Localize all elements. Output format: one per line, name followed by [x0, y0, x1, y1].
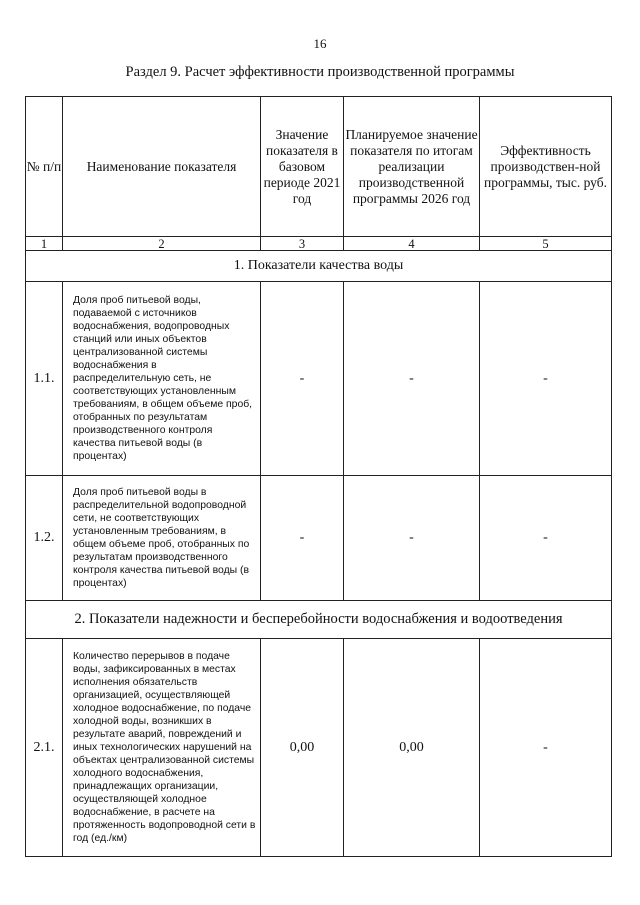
- base-value: -: [261, 282, 344, 476]
- planned-value: -: [344, 282, 480, 476]
- efficiency-value: -: [480, 639, 612, 857]
- planned-value: -: [344, 476, 480, 601]
- header-efficiency: Эффективность производствен-ной программы, тыс. руб.: [480, 97, 612, 237]
- section-heading: 1. Показатели качества воды: [26, 251, 612, 282]
- planned-value: 0,00: [344, 639, 480, 857]
- header-planned-value: Планируемое значение показателя по итогам реализации производственной программы 2026 год: [344, 97, 480, 237]
- efficiency-value: -: [480, 476, 612, 601]
- efficiency-table: [25, 96, 612, 857]
- indicator-name: Количество перерывов в подаче воды, зафиксированных в местах исполнения обязательств организацией, осуществляющей холодное водоснабжение, по подаче холодной воды, возникших в результате аварий, повреждений и иных технологических нарушений на объектах централизованной системы холодного водоснабжения, принадлежащих организации, осуществляющей холодное водоснабжение, в расчете на протяженность водопроводной сети в год (ед./км): [63, 639, 261, 857]
- efficiency-value: -: [480, 282, 612, 476]
- base-value: 0,00: [261, 639, 344, 857]
- row-number: 2.1.: [26, 639, 63, 857]
- header-name: Наименование показателя: [63, 97, 261, 237]
- indicator-name: Доля проб питьевой воды, подаваемой с источников водоснабжения, водопроводных станций или иных объектов централизованной системы водоснабжения в распределительную сеть, не соответствующих установленным требованиям, в общем объеме проб, отобранных по результатам производственного контроля качества питьевой воды (в процентах): [63, 282, 261, 476]
- section-heading: 2. Показатели надежности и бесперебойности водоснабжения и водоотведения: [26, 601, 612, 639]
- indicator-name: Доля проб питьевой воды в распределительной водопроводной сети, не соответствующих установленным требованиям, в общем объеме проб, отобранных по результатам производственного контроля качества питьевой воды (в процентах): [63, 476, 261, 601]
- column-number: 5: [480, 237, 612, 251]
- page-number: 16: [313, 36, 327, 51]
- header-number: № п/п: [26, 97, 63, 237]
- column-number: 3: [261, 237, 344, 251]
- section-title: Раздел 9. Расчет эффективности производственной программы: [125, 64, 515, 80]
- header-base-value: Значение показателя в базовом периоде 2021 год: [261, 97, 344, 237]
- base-value: -: [261, 476, 344, 601]
- row-number: 1.2.: [26, 476, 63, 601]
- column-number: 1: [26, 237, 63, 251]
- column-number: 4: [344, 237, 480, 251]
- column-number: 2: [63, 237, 261, 251]
- row-number: 1.1.: [26, 282, 63, 476]
